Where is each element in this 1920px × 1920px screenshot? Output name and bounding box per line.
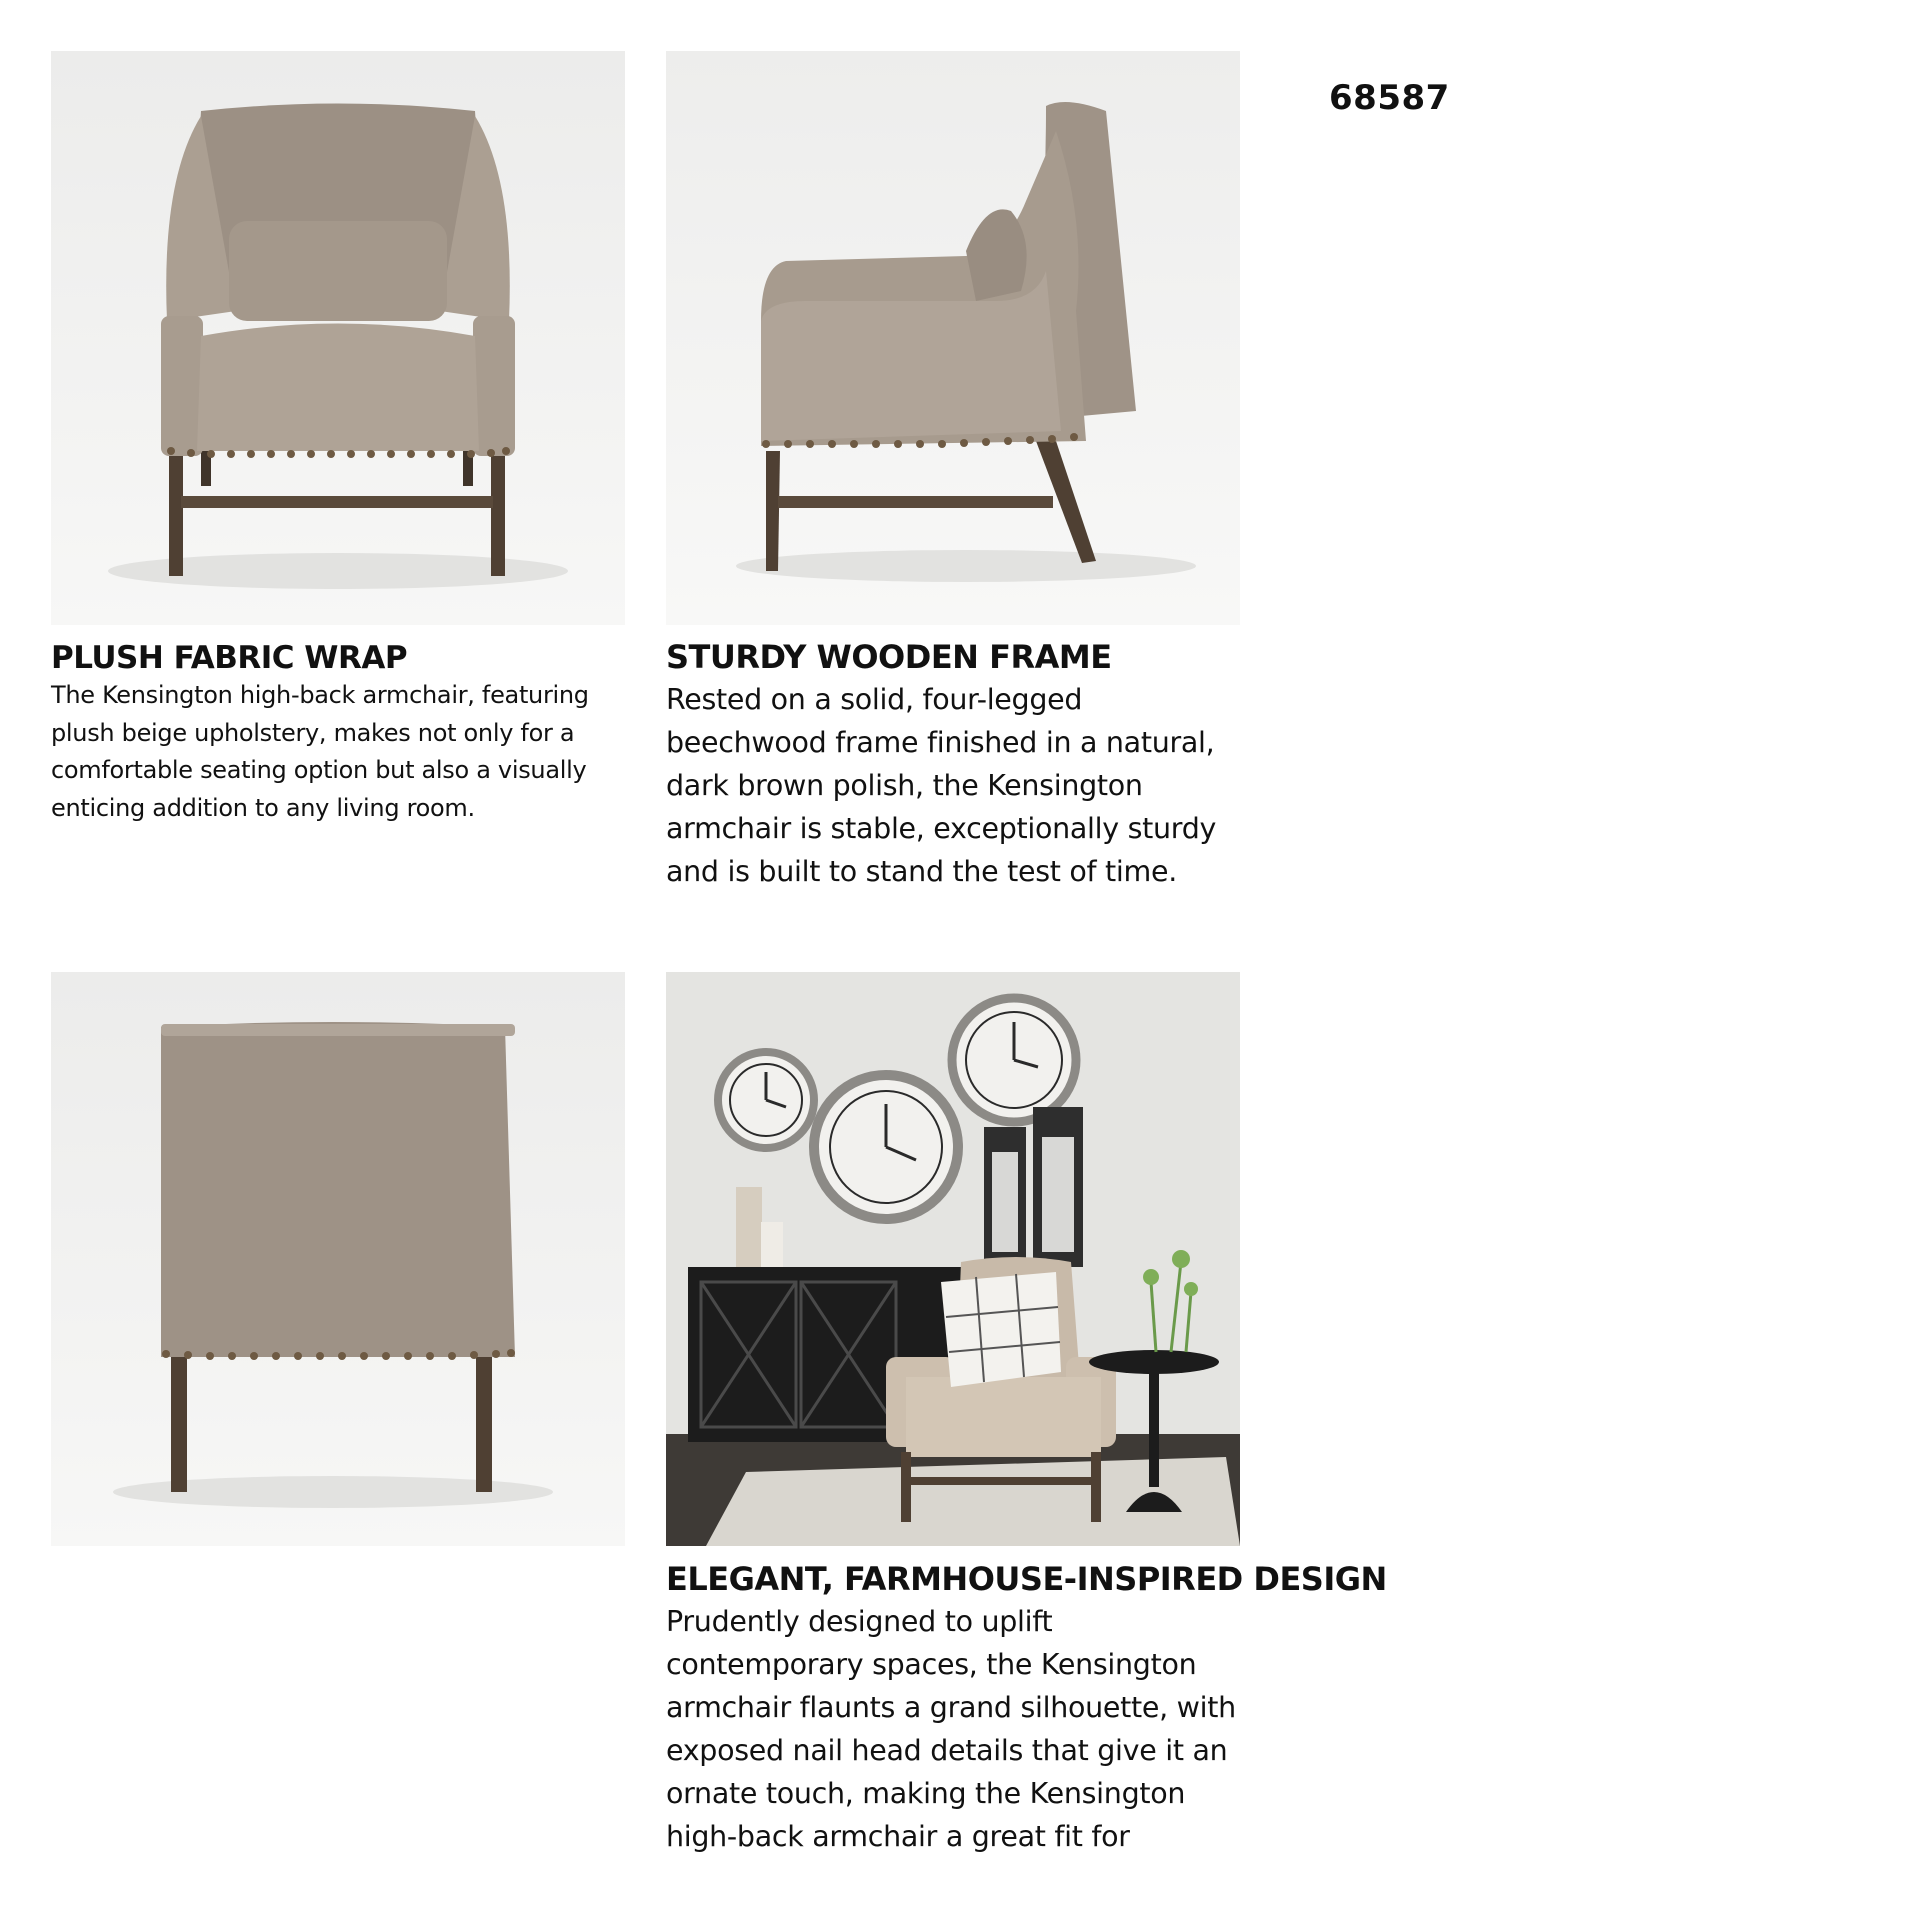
section-heading-fabric: PLUSH FABRIC WRAP [51, 640, 408, 676]
chair-front-photo [51, 51, 625, 625]
room-scene-photo [666, 972, 1240, 1546]
section-heading-design: ELEGANT, FARMHOUSE-INSPIRED DESIGN [666, 1560, 1387, 1598]
chair-back-photo [51, 972, 625, 1546]
section-heading-frame: STURDY WOODEN FRAME [666, 638, 1112, 676]
section-body-frame: Rested on a solid, four-legged beechwood frame finished in a natural, dark brown polish, the Kensington armchair is stable, exceptionally sturdy and is built to stand the test of time. [666, 683, 1217, 888]
sku-number: 68587 [1329, 78, 1450, 118]
section-body-fabric: The Kensington high-back armchair, featuring plush beige upholstery, makes not only for a comfortable seating option but also a visually enticing addition to any living room. [51, 681, 589, 822]
section-body-design: Prudently designed to uplift contemporary spaces, the Kensington armchair flaunts a grand silhouette, with exposed nail head details that give it an ornate touch, making the Kensington high-back armchair a great fit for [666, 1605, 1236, 1853]
chair-side-photo [666, 51, 1240, 625]
